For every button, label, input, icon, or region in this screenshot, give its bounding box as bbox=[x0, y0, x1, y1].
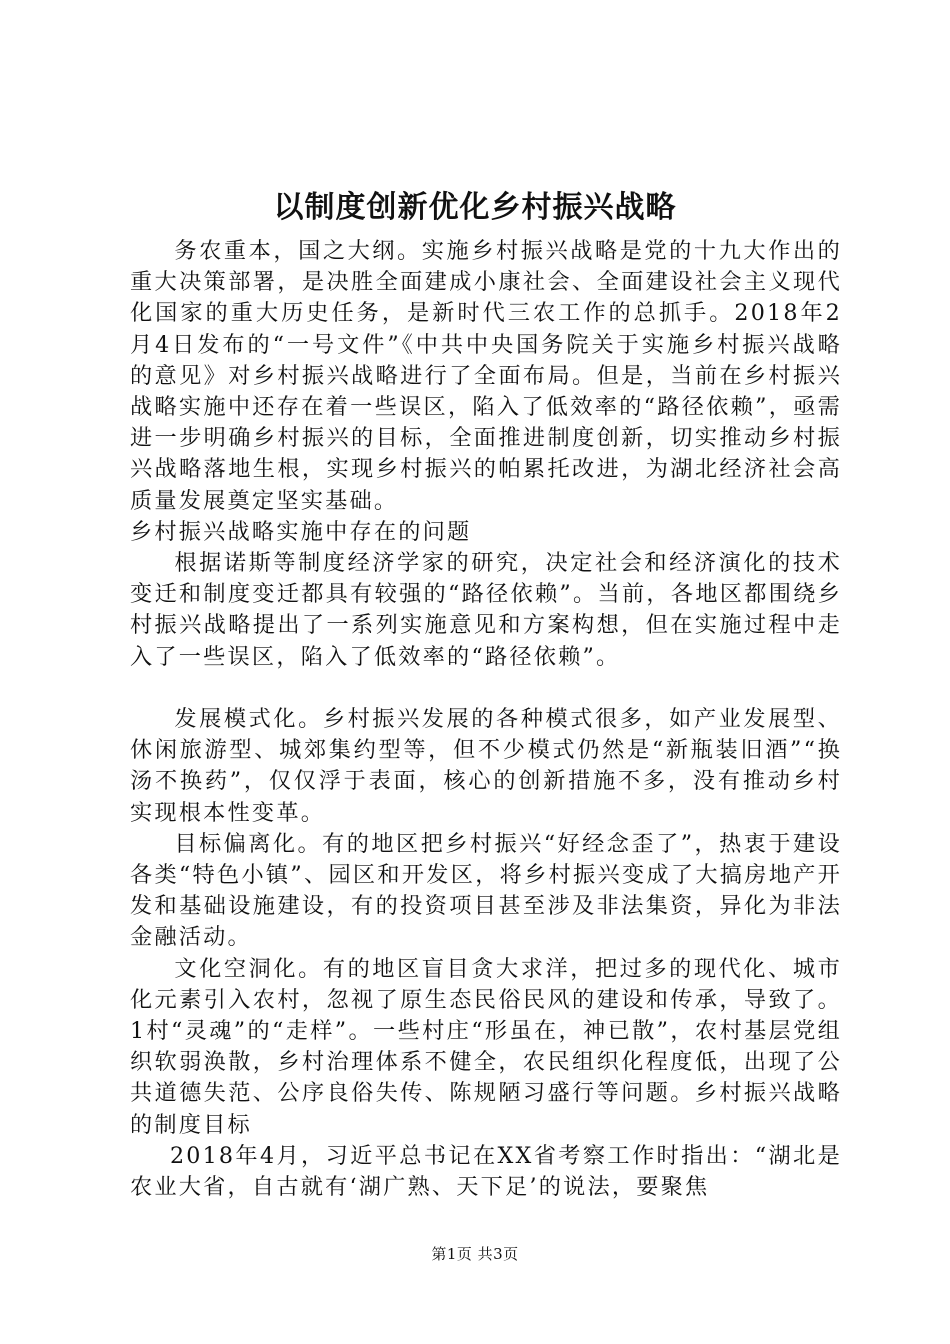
paragraph-cultural-hollowing: 文化空洞化。有的地区盲目贪大求洋，把过多的现代化、城市化元素引入农村，忽视了原生态民俗民风的建设和传承，导致了。1村“灵魂”的“走样”。一些村庄“形虽在，神已散”，农村基层党组织软弱涣散，乡村治理体系不健全，农民组织化程度低，出现了公共道德失范、公序良俗失传、陈规陋习盛行等问题。乡村振兴战略的制度目标 bbox=[130, 955, 842, 1138]
paragraph-intro: 务农重本，国之大纲。实施乡村振兴战略是党的十九大作出的重大决策部署，是决胜全面建成小康社会、全面建设社会主义现代化国家的重大历史任务，是新时代三农工作的总抓手。2018年2月4日发布的“一号文件”《中共中央国务院关于实施乡村振兴战略的意见》对乡村振兴战略进行了全面布局。但是，当前在乡村振兴战略实施中还存在着一些误区，陷入了低效率的“路径依赖”，亟需进一步明确乡村振兴的目标，全面推进制度创新，切实推动乡村振兴战略落地生根，实现乡村振兴的帕累托改进，为湖北经济社会高质量发展奠定坚实基础。 bbox=[130, 238, 842, 514]
paragraph-development-model: 发展模式化。乡村振兴发展的各种模式很多，如产业发展型、休闲旅游型、城郊集约型等，但不少模式仍然是“新瓶装旧酒”“换汤不换药”，仅仅浮于表面，核心的创新措施不多，没有推动乡村实现根本性变革。 bbox=[130, 706, 842, 826]
blank-line bbox=[130, 673, 842, 704]
paragraph-path-dependence: 根据诺斯等制度经济学家的研究，决定社会和经济演化的技术变迁和制度变迁都具有较强的“路径依赖”。当前，各地区都围绕乡村振兴战略提出了一系列实施意见和方案构想，但在实施过程中走入了一些误区，陷入了低效率的“路径依赖”。 bbox=[130, 550, 842, 670]
document-body bbox=[130, 236, 842, 1203]
paragraph-goal-deviation: 目标偏离化。有的地区把乡村振兴“好经念歪了”，热衷于建设各类“特色小镇”、园区和开发区，将乡村振兴变成了大搞房地产开发和基础设施建设，有的投资项目甚至涉及非法集资，异化为非法金融活动。 bbox=[130, 830, 842, 951]
document-title: 以制度创新优化乡村振兴战略 bbox=[273, 190, 677, 225]
paragraph-april-2018: 2018年4月，习近平总书记在XX省考察工作时指出：“湖北是农业大省，自古就有‘湖广熟、天下足’的说法，要聚焦 bbox=[130, 1142, 842, 1201]
page-footer: 第1页 共3页 bbox=[431, 1245, 519, 1263]
section-heading-problems: 乡村振兴战略实施中存在的问题 bbox=[130, 518, 472, 545]
